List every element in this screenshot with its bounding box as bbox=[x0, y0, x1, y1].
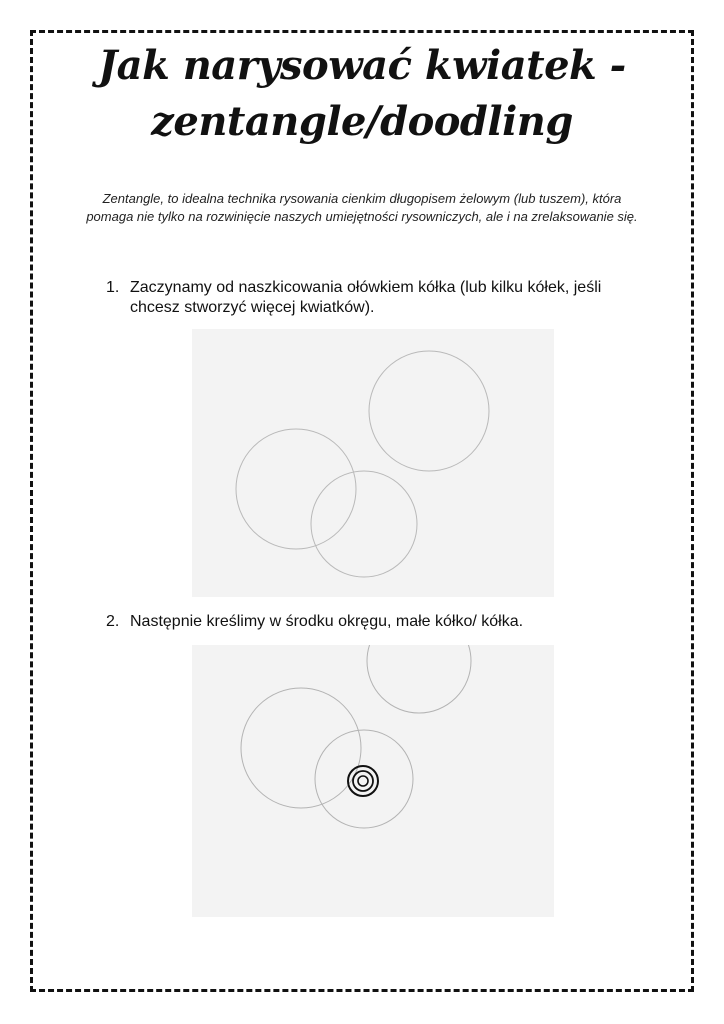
step-2-number: 2. bbox=[106, 613, 120, 630]
pencil-circles-sketch bbox=[192, 329, 554, 597]
step-1-text: Zaczynamy od naszkicowania ołówkiem kółka (lub kilku kółek, jeśli chcesz stworzyć więcej kwiatków). bbox=[130, 279, 602, 316]
step-2-text: Następnie kreślimy w środku okręgu, małe kółko/ kółka. bbox=[130, 613, 524, 630]
intro-paragraph: Zentangle, to idealna technika rysowania cienkim długopisem żelowym (lub tuszem), która pomaga nie tylko na rozwinięcie naszych umiejętności rysowniczych, ale i na zrelaksowanie się. bbox=[86, 191, 638, 224]
step-2 bbox=[106, 612, 646, 632]
step-1 bbox=[106, 278, 646, 318]
page-title-line-1: Jak narysować kwiatek - bbox=[98, 42, 626, 89]
step-1-number: 1. bbox=[106, 279, 120, 296]
step-1-photo bbox=[192, 329, 554, 597]
page-title-line-2: zentangle/doodling bbox=[151, 98, 573, 145]
step-2-photo bbox=[192, 645, 554, 917]
small-inner-circles-sketch bbox=[192, 645, 554, 917]
